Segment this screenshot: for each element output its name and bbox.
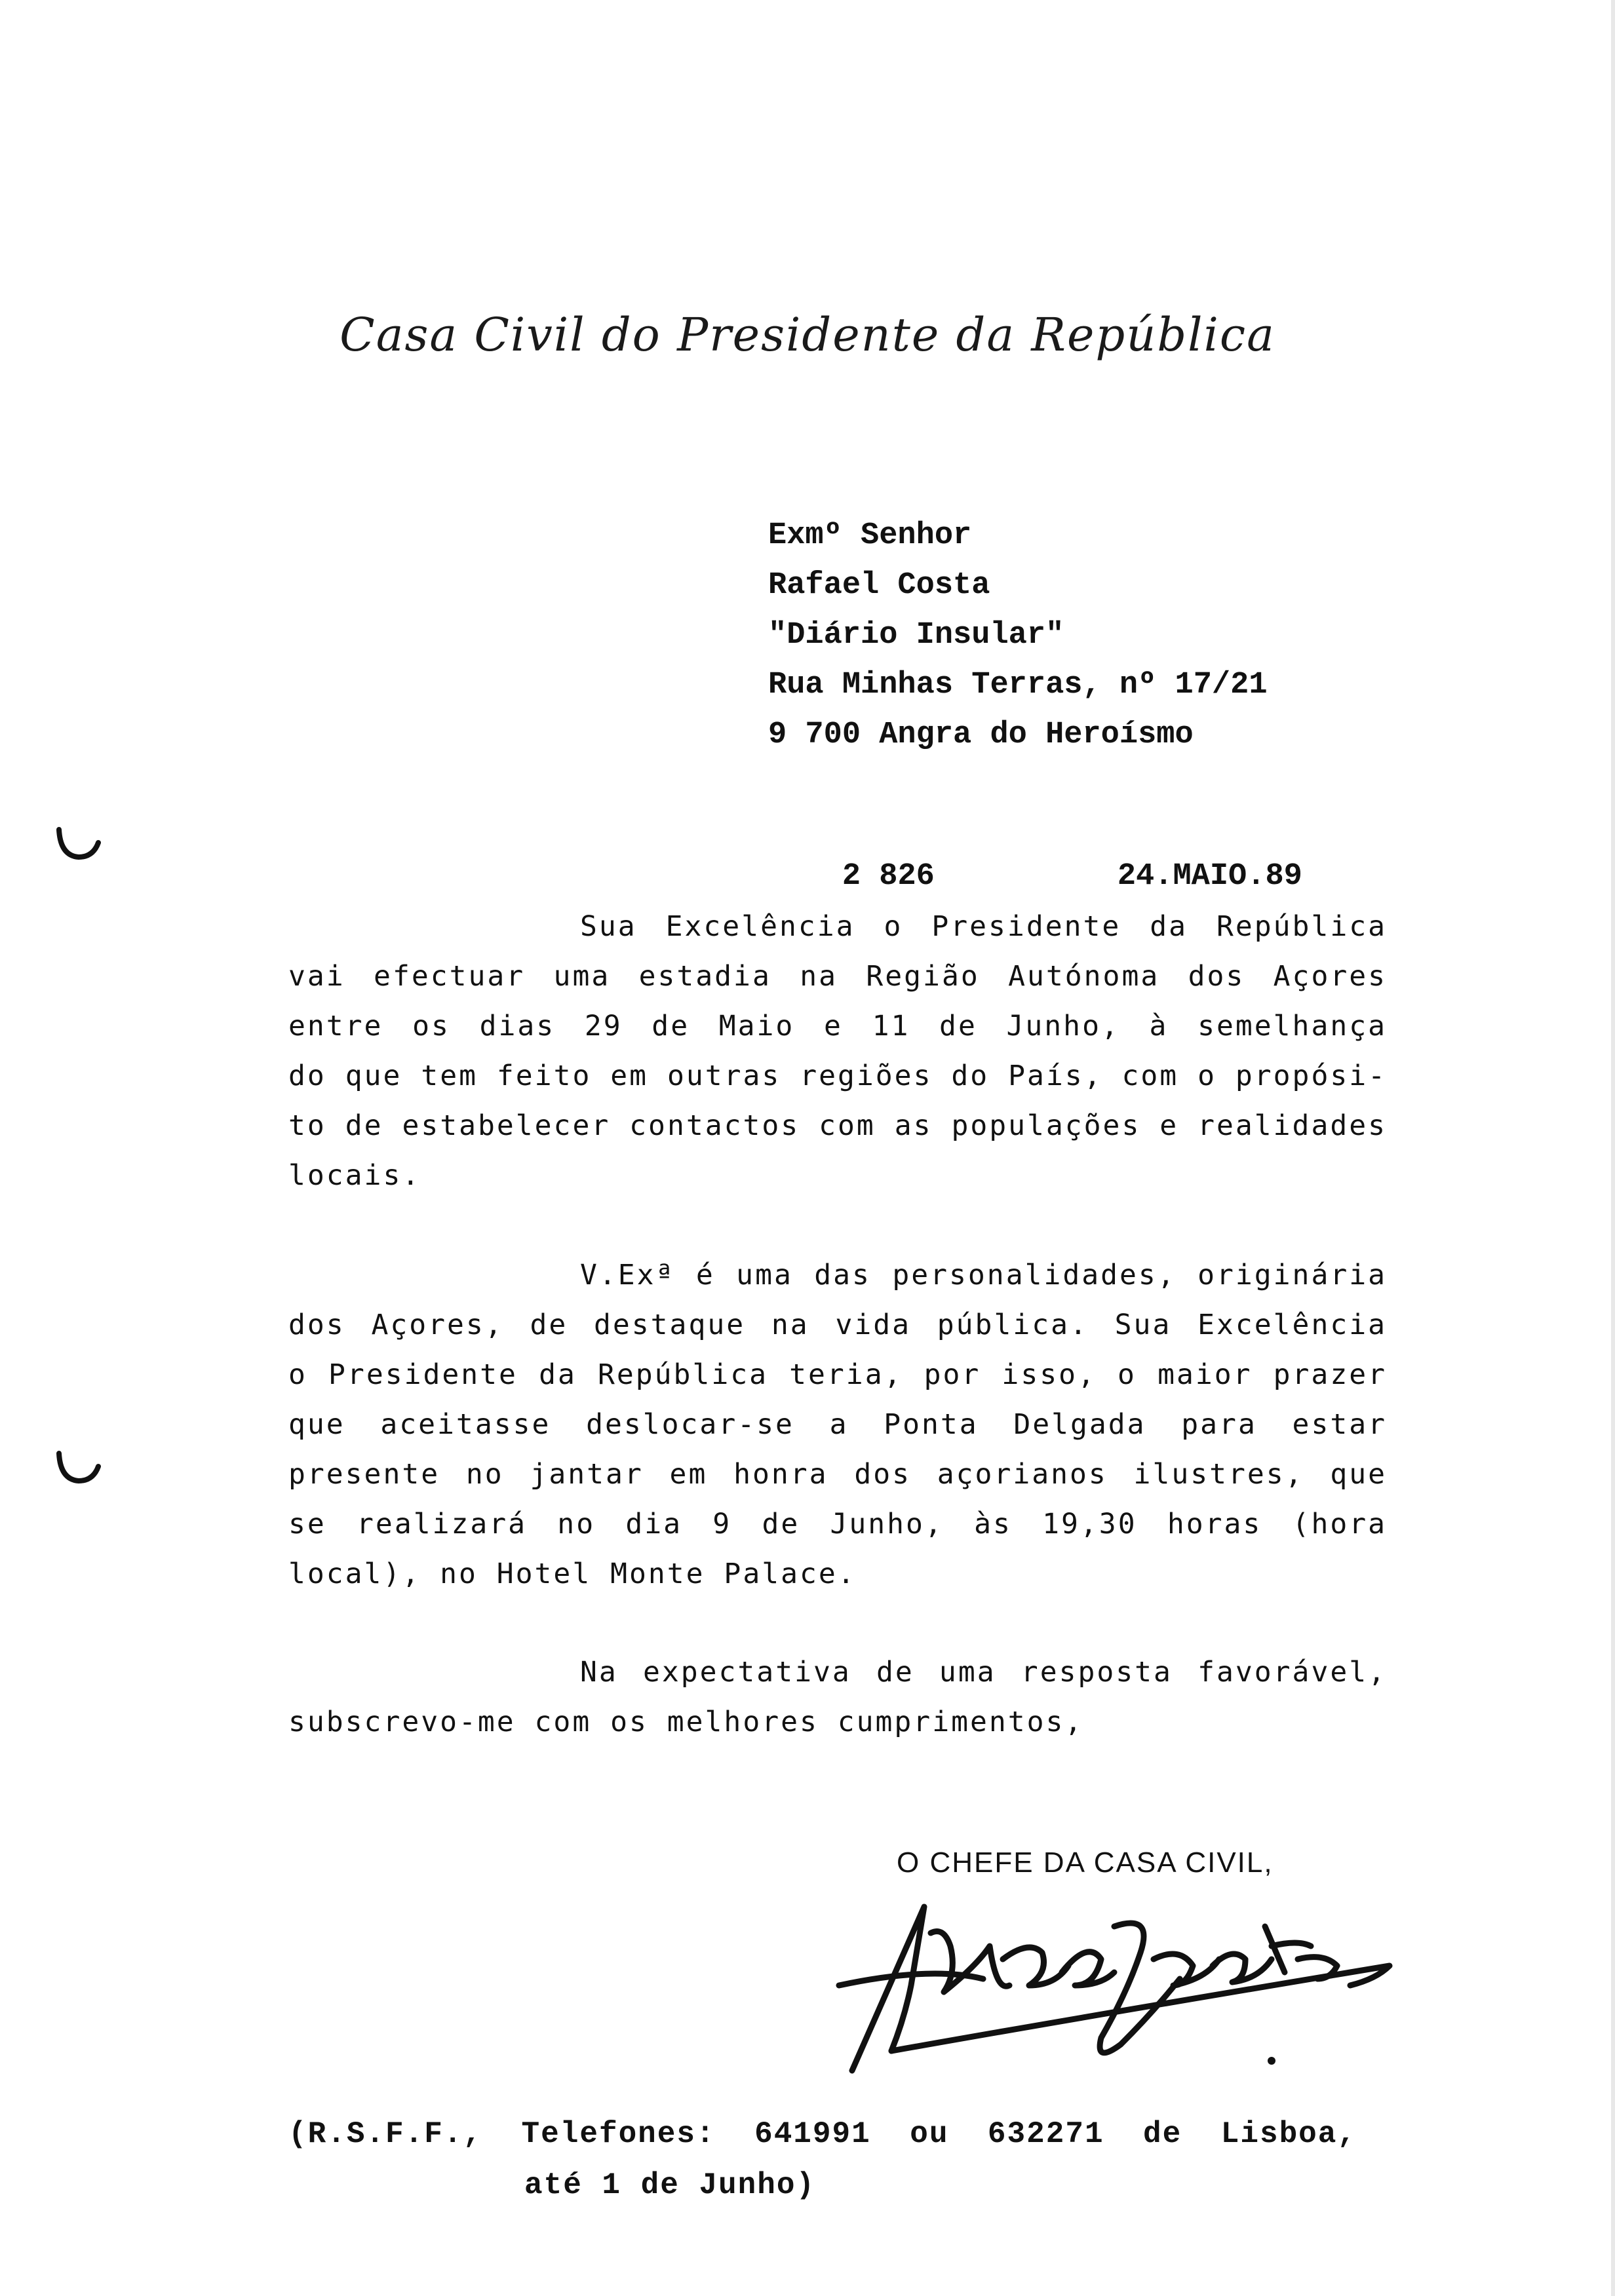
footer-line: (R.S.F.F., Telefones: 641991 ou 632271 de Lisboa, bbox=[288, 2117, 1357, 2151]
binder-hole-mark-icon bbox=[52, 824, 105, 864]
recipient-line: Rua Minhas Terras, nº 17/21 bbox=[768, 668, 1268, 702]
recipient-line: "Diário Insular" bbox=[768, 618, 1064, 653]
body-paragraph-3 bbox=[288, 1647, 1387, 1747]
body-line: Na expectativa de uma resposta favorável, bbox=[580, 1656, 1387, 1689]
body-line: presente no jantar em honra dos açorianos ilustres, que bbox=[288, 1458, 1387, 1491]
letterhead: Casa Civil do Presidente da República bbox=[340, 308, 1275, 362]
recipient-line: 9 700 Angra do Heroísmo bbox=[768, 718, 1194, 752]
body-paragraph-2 bbox=[288, 1250, 1387, 1599]
reference-number: 2 826 bbox=[842, 859, 935, 894]
body-line: se realizará no dia 9 de Junho, às 19,30 horas (hora bbox=[288, 1508, 1387, 1540]
handwritten-signature bbox=[813, 1887, 1403, 2084]
body-line: do que tem feito em outras regiões do País, com o propósi- bbox=[288, 1060, 1387, 1092]
body-line: o Presidente da República teria, por isso, o maior prazer bbox=[288, 1358, 1387, 1391]
recipient-address bbox=[768, 511, 1268, 760]
reference-date: 24.MAIO.89 bbox=[1117, 859, 1302, 894]
body-line: to de estabelecer contactos com as populações e realidades bbox=[288, 1109, 1387, 1142]
body-line: V.Exª é uma das personalidades, originária bbox=[580, 1259, 1387, 1292]
footer-line: até 1 de Junho) bbox=[524, 2168, 816, 2202]
body-paragraph-1 bbox=[288, 902, 1387, 1200]
body-line: local), no Hotel Monte Palace. bbox=[288, 1558, 857, 1590]
body-line: vai efectuar uma estadia na Região Autónoma dos Açores bbox=[288, 960, 1387, 993]
recipient-line: Rafael Costa bbox=[768, 568, 990, 603]
body-line: que aceitasse deslocar-se a Ponta Delgada para estar bbox=[288, 1408, 1387, 1441]
recipient-line: Exmº Senhor bbox=[768, 518, 972, 553]
body-line: Sua Excelência o Presidente da República bbox=[580, 910, 1387, 943]
signoff-title: O CHEFE DA CASA CIVIL, bbox=[897, 1846, 1274, 1879]
footer-note bbox=[288, 2109, 1357, 2211]
body-line: locais. bbox=[288, 1159, 421, 1192]
body-line: dos Açores, de destaque na vida pública. Sua Excelência bbox=[288, 1309, 1387, 1341]
body-line: subscrevo-me com os melhores cumprimentos, bbox=[288, 1706, 1084, 1738]
binder-hole-mark-icon bbox=[52, 1448, 105, 1487]
body-line: entre os dias 29 de Maio e 11 de Junho, à semelhança bbox=[288, 1010, 1387, 1043]
